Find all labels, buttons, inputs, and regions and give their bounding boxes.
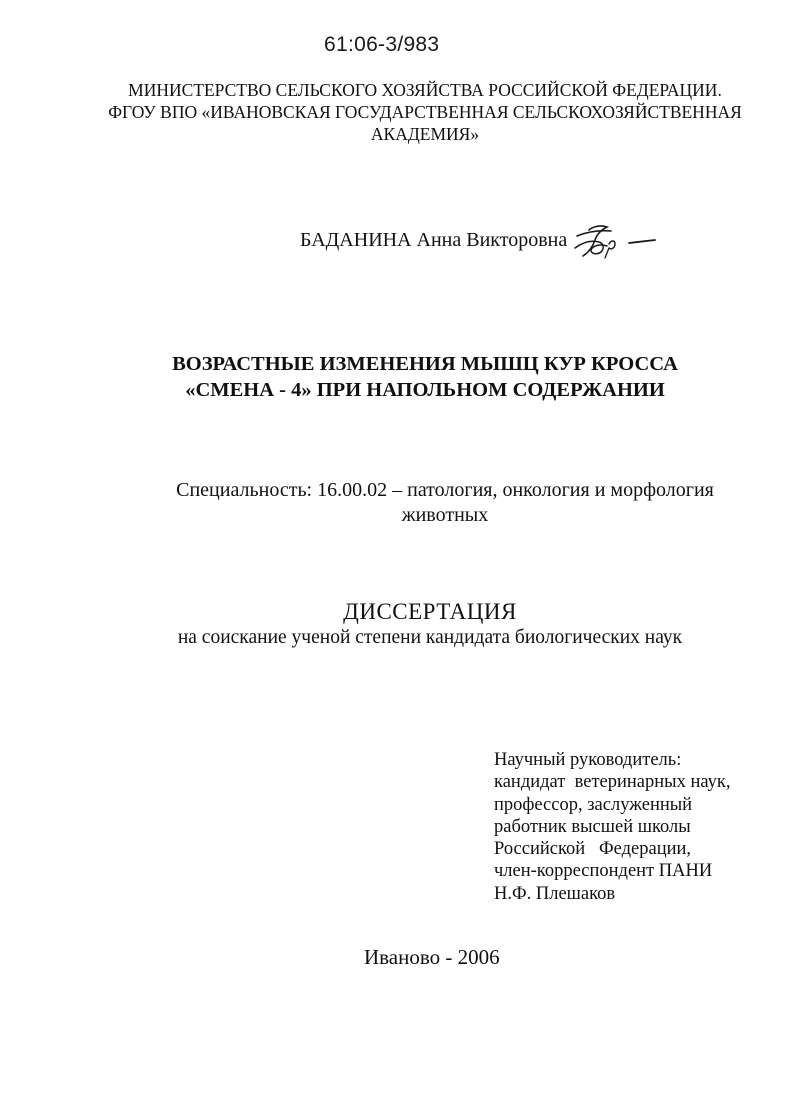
dissertation-label	[60, 598, 798, 650]
institution-line-3: АКАДЕМИЯ»	[370, 124, 480, 144]
advisor-line-3: профессор, заслуженный	[494, 794, 693, 815]
specialty	[100, 478, 790, 528]
dissertation-heading: ДИССЕРТАЦИЯ	[343, 599, 517, 624]
title-line-2: «СМЕНА - 4» ПРИ НАПОЛЬНОМ СОДЕРЖАНИИ	[185, 379, 665, 401]
dissertation-subheading: на соискание ученой степени кандидата биологических наук	[177, 627, 683, 648]
archive-code: 61:06-3/983	[324, 33, 440, 56]
title-line-1: ВОЗРАСТНЫЕ ИЗМЕНЕНИЯ МЫШЦ КУР КРОССА	[172, 353, 678, 375]
author-row	[300, 220, 669, 260]
scientific-advisor	[494, 749, 784, 905]
institution-header	[60, 79, 790, 145]
signature-icon	[569, 218, 669, 262]
advisor-line-6: член-корреспондент ПАНИ	[494, 861, 713, 882]
institution-line-1: МИНИСТЕРСТВО СЕЛЬСКОГО ХОЗЯЙСТВА РОССИЙСКОЙ ФЕДЕРАЦИИ.	[128, 80, 722, 100]
advisor-line-1: Научный руководитель:	[494, 750, 682, 770]
specialty-line-1: Специальность: 16.00.02 – патология, онкология и морфология	[176, 479, 714, 501]
author-name: БАДАНИНА Анна Викторовна	[300, 228, 568, 251]
institution-line-2: ФГОУ ВПО «ИВАНОВСКАЯ ГОСУДАРСТВЕННАЯ СЕЛЬСКОХОЗЯЙСТВЕННАЯ	[108, 102, 742, 122]
advisor-name: Н.Ф. Плешаков	[494, 883, 616, 904]
dissertation-title	[100, 351, 750, 403]
place-and-year: Иваново - 2006	[364, 945, 500, 969]
advisor-line-4: работник высшей школы	[494, 816, 691, 837]
specialty-line-2: животных	[401, 504, 489, 526]
advisor-line-5: Российской Федерации,	[494, 839, 692, 860]
advisor-line-2: кандидат ветеринарных наук,	[494, 772, 731, 793]
